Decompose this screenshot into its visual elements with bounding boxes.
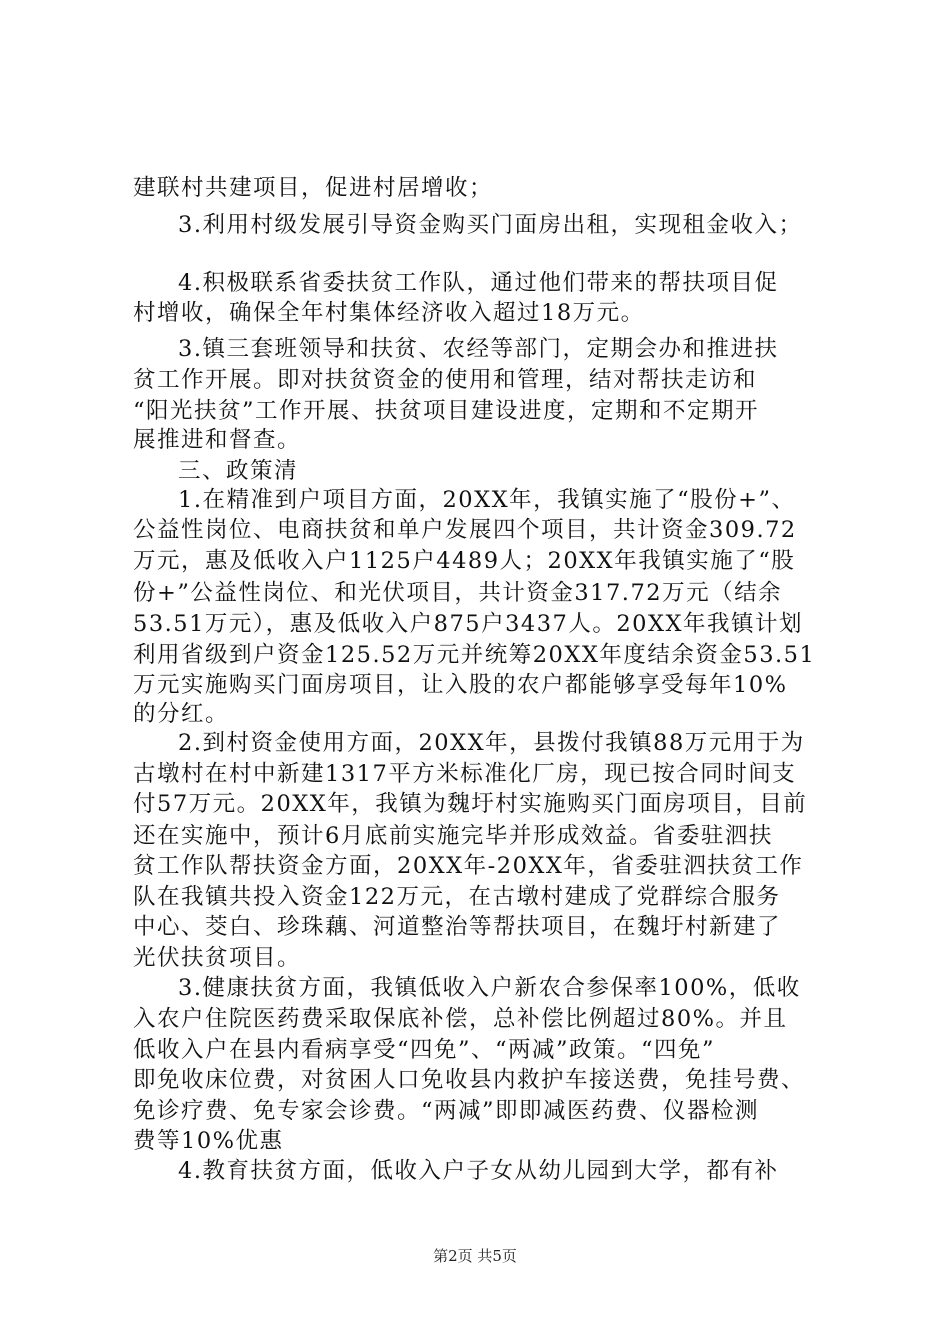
text-line: 1.在精准到户项目方面，20XX年，我镇实施了“股份+”、	[178, 487, 796, 513]
text-line: 3.健康扶贫方面，我镇低收入户新农合参保率100%，低收	[178, 975, 801, 1001]
text-line: 中心、茭白、珍珠藕、河道整治等帮扶项目，在魏圩村新建了	[133, 914, 782, 940]
text-line: 份+”公益性岗位、和光伏项目，共计资金317.72万元（结余	[133, 580, 783, 606]
text-line: 免诊疗费、免专家会诊费。“两减”即即减医药费、仪器检测	[133, 1098, 760, 1124]
text-line: 建联村共建项目，促进村居增收；	[133, 175, 494, 201]
text-line: 4.积极联系省委扶贫工作队，通过他们带来的帮扶项目促	[178, 270, 779, 296]
text-line: 贫工作队帮扶资金方面，20XX年-20XX年，省委驻泗扶贫工作	[133, 853, 804, 879]
text-line: 队在我镇共投入资金122万元，在古墩村建成了党群综合服务	[133, 884, 781, 910]
text-line: 万元，惠及低收入户1125户4489人；20XX年我镇实施了“股	[133, 548, 796, 574]
text-line: 2.到村资金使用方面，20XX年，县拨付我镇88万元用于为	[178, 730, 805, 756]
text-line: 3.利用村级发展引导资金购买门面房出租，实现租金收入；	[178, 212, 803, 238]
text-line: 村增收，确保全年村集体经济收入超过18万元。	[133, 300, 645, 326]
text-line: 即免收床位费，对贫困人口免收县内救护车接送费，免挂号费、	[133, 1067, 806, 1093]
text-line: 利用省级到户资金125.52万元并统筹20XX年度结余资金53.51	[133, 642, 816, 668]
text-line: 入农户住院医药费采取保底补偿，总补偿比例超过80%。并且	[133, 1006, 788, 1032]
text-line: 的分红。	[133, 701, 230, 727]
text-line: 古墩村在村中新建1317平方米标准化厂房，现已按合同时间支	[133, 761, 797, 787]
text-line: 费等10%优惠	[133, 1128, 284, 1154]
text-line: 展推进和督查。	[133, 427, 302, 453]
text-line: 光伏扶贫项目。	[133, 945, 302, 971]
text-line: 万元实施购买门面房项目，让入股的农户都能够享受每年10%	[133, 672, 788, 698]
text-line: 3.镇三套班领导和扶贫、农经等部门，定期会办和推进扶	[178, 336, 779, 362]
text-line: 公益性岗位、电商扶贫和单户发展四个项目，共计资金309.72	[133, 517, 797, 543]
text-line: 53.51万元），惠及低收入户875户3437人。20XX年我镇计划	[133, 611, 804, 637]
text-line: “阳光扶贫”工作开展、扶贫项目建设进度，定期和不定期开	[133, 398, 760, 424]
section-heading: 三、政策清	[178, 458, 299, 484]
text-line: 付57万元。20XX年，我镇为魏圩村实施购买门面房项目，目前	[133, 791, 808, 817]
text-line: 低收入户在县内看病享受“四免”、“两减”政策。“四免”	[133, 1037, 716, 1063]
page-number-footer: 第2页 共5页	[433, 1247, 517, 1265]
text-line: 4.教育扶贫方面，低收入户子女从幼儿园到大学，都有补	[178, 1158, 779, 1184]
text-line: 还在实施中，预计6月底前实施完毕并形成效益。省委驻泗扶	[133, 823, 773, 849]
text-line: 贫工作开展。即对扶贫资金的使用和管理，结对帮扶走访和	[133, 367, 758, 393]
